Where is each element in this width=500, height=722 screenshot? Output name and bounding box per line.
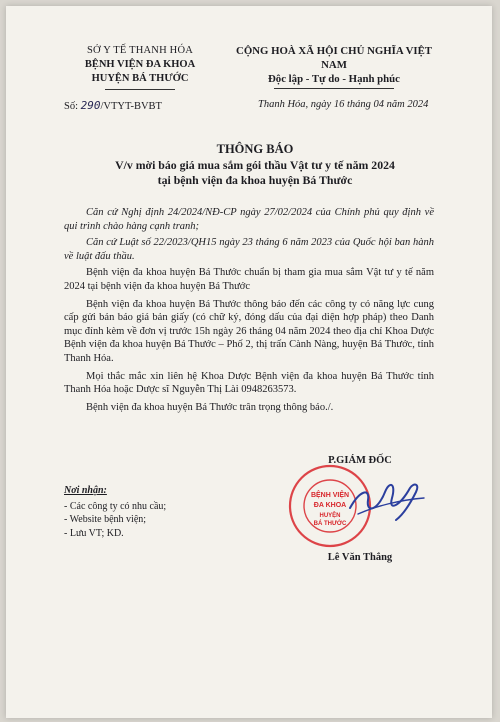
document-number — [64, 99, 162, 112]
national-motto: Độc lập - Tự do - Hạnh phúc — [268, 73, 400, 85]
svg-text:BÁ THƯỚC: BÁ THƯỚC — [313, 521, 347, 527]
svg-text:HUYỆN: HUYỆN — [319, 513, 341, 519]
legal-basis-law: Căn cứ Luật số 22/2023/QH15 ngày 23 tháng 6 năm 2023 của Quốc hội ban hành về luật đấu thầu. — [64, 237, 434, 262]
signer-name: Lê Văn Thắng — [327, 552, 393, 563]
agency-district: HUYỆN BÁ THƯỚC — [91, 73, 189, 84]
document-title: THÔNG BÁO — [216, 142, 294, 156]
body-paragraph: Bệnh viện đa khoa huyện Bá Thước trân trọng thông báo./. — [86, 401, 334, 413]
recipient-item: - Lưu VT; KD. — [64, 527, 124, 539]
agency-name: BỆNH VIỆN ĐA KHOA — [84, 59, 196, 70]
agency-parent: SỞ Y TẾ THANH HÓA — [86, 45, 194, 56]
issuing-agency-header — [60, 44, 220, 90]
svg-text:ĐA KHOA: ĐA KHOA — [313, 502, 347, 509]
national-header — [226, 44, 442, 89]
signer-title: P.GIÁM ĐỐC — [328, 455, 392, 466]
doc-number-suffix: /VTYT-BVBT — [100, 101, 162, 112]
body-paragraph: Bệnh viện đa khoa huyện Bá Thước thông báo đến các công ty có năng lực cung cấp gửi bản báo giá bản giấy (có chữ ký, đóng dấu của đại diện hợp pháp) theo Danh mục đính kèm về đơn vị trước 15h ngày 26 tháng 04 năm 2024 theo địa chỉ Khoa Dược Bệnh viện đa khoa huyện Bá Thước – Phố 2, thị trấn Cành Nàng, huyện Bá Thước, tỉnh Thanh Hóa. — [64, 298, 434, 364]
recipients-block — [64, 484, 264, 540]
document-subject — [40, 158, 470, 188]
svg-text:BỆNH VIỆN: BỆNH VIỆN — [310, 492, 350, 499]
doc-number-value: 290 — [80, 99, 101, 112]
recipients-heading: Nơi nhận: — [64, 485, 107, 496]
body-paragraph: Bệnh viện đa khoa huyện Bá Thước chuẩn bị tham gia mua sắm Vật tư y tế năm 2024 tại bệnh viện đa khoa huyện Bá Thước — [64, 267, 434, 292]
recipient-item: - Website bệnh viện; — [64, 514, 147, 525]
doc-number-prefix: Số: — [64, 101, 79, 112]
body-paragraph: Mọi thắc mắc xin liên hệ Khoa Dược Bệnh viện đa khoa huyện Bá Thước tỉnh Thanh Hóa hoặc Dược sĩ Nguyễn Thị Lài 0948263573. — [64, 370, 434, 396]
subject-line-2: tại bệnh viện đa khoa huyện Bá Thước — [157, 173, 353, 187]
national-title: CỘNG HOÀ XÃ HỘI CHỦ NGHĨA VIỆT NAM — [236, 45, 432, 71]
recipient-item: - Các công ty có nhu cầu; — [64, 500, 167, 512]
subject-line-1: V/v mời báo giá mua sắm gói thầu Vật tư y tế năm 2024 — [115, 158, 395, 172]
document-body — [64, 206, 434, 418]
motto-underline — [274, 88, 394, 89]
header-underline — [105, 89, 175, 90]
legal-basis-decree: Căn cứ Nghị định 24/2024/NĐ-CP ngày 27/02/2024 của Chính phủ quy định về qui trình chào hàng cạnh tranh; — [64, 207, 434, 232]
handwritten-signature — [330, 470, 430, 530]
place-date: Thanh Hóa, ngày 16 tháng 04 năm 2024 — [258, 99, 429, 110]
